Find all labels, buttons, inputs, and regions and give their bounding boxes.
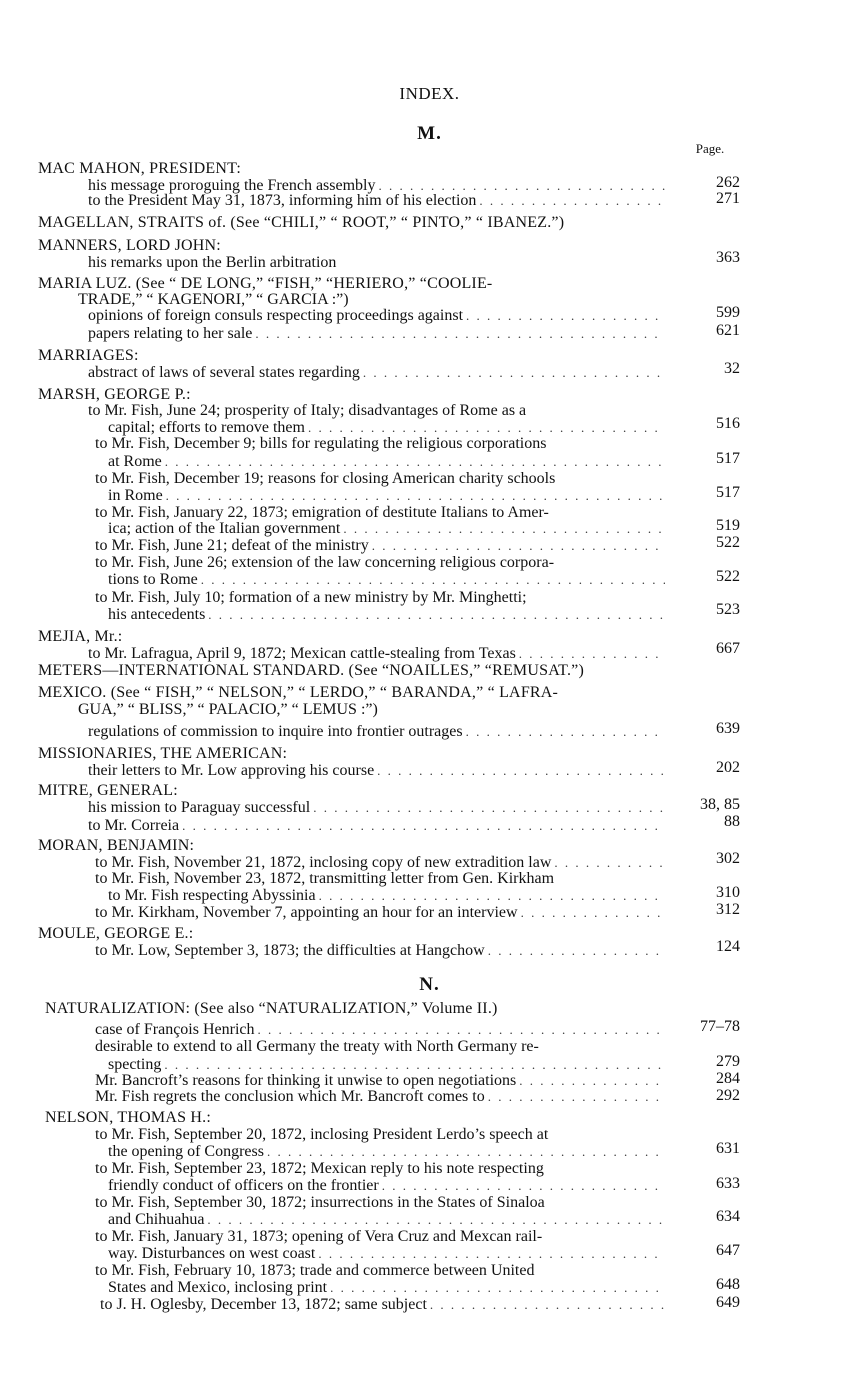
index-heading: MARSH, GEORGE P.: <box>38 386 191 403</box>
index-heading: METERS—INTERNATIONAL STANDARD. (See “NOAILLES,” “REMUSAT.”) <box>38 662 585 679</box>
entry-text: regulations of commission to inquire into frontier outrages <box>88 723 463 740</box>
page-ref: 633 <box>716 1175 740 1192</box>
page-ref: 262 <box>716 174 740 191</box>
index-heading: MARRIAGES: <box>38 347 139 364</box>
dot-leader <box>313 799 665 816</box>
page-ref: 517 <box>716 450 740 467</box>
index-heading: NELSON, THOMAS H.: <box>45 1109 211 1126</box>
dot-leader <box>343 520 665 537</box>
entry-text: to Mr. Lafragua, April 9, 1872; Mexican cattle-stealing from Texas <box>88 645 516 662</box>
dot-leader <box>182 817 665 834</box>
dot-leader <box>372 537 665 554</box>
index-heading: MEXICO. (See “ FISH,” “ NELSON,” “ LERDO,” “ BARANDA,” “ LAFRA- <box>38 684 559 701</box>
dot-leader <box>165 453 665 470</box>
dot-leader <box>382 1177 665 1194</box>
entry-text: to Mr. Fish, June 21; defeat of the ministry <box>95 537 369 554</box>
index-subentry: to Mr. Fish, September 30, 1872; insurrections in the States of Sinaloa <box>95 1194 545 1211</box>
index-subentry-cont <box>108 1245 668 1262</box>
entry-text: capital; efforts to remove them <box>108 419 305 436</box>
page-ref: 517 <box>716 484 740 501</box>
index-heading: MANNERS, LORD JOHN: <box>38 237 221 254</box>
dot-leader <box>255 325 665 342</box>
index-heading: NATURALIZATION: (See also “NATURALIZATION,” Volume II.) <box>45 1000 498 1017</box>
page-ref: 77–78 <box>700 1018 740 1035</box>
page-ref: 32 <box>724 360 740 377</box>
page-ref: 271 <box>716 190 740 207</box>
page-ref: 292 <box>716 1087 740 1104</box>
entry-text: to the President May 31, 1873, informing him of his election <box>88 192 477 209</box>
page-ref: 38, 85 <box>700 796 740 813</box>
section-heading-m: M. <box>417 123 442 144</box>
dot-leader <box>267 1143 665 1160</box>
page-ref: 516 <box>716 415 740 432</box>
dot-leader <box>488 1088 665 1105</box>
entry-text: to Mr. Low, September 3, 1873; the difficulties at Hangchow <box>95 942 485 959</box>
dot-leader <box>164 1056 665 1073</box>
index-subentry: to Mr. Fish, June 24; prosperity of Italy; disadvantages of Rome as a <box>88 402 527 419</box>
index-subentry <box>88 817 668 834</box>
index-subentry-cont <box>108 1279 668 1296</box>
page-ref: 124 <box>716 938 740 955</box>
index-subentry: to Mr. Fish, February 10, 1873; trade and commerce between United <box>95 1262 535 1279</box>
page-ref: 202 <box>716 759 740 776</box>
index-subentry-cont <box>108 887 668 904</box>
page-ref: 88 <box>724 813 740 830</box>
index-subentry-cont <box>108 520 668 537</box>
entry-text: to Mr. Fish, November 21, 1872, inclosing copy of new extradition law <box>95 854 552 871</box>
index-heading: MOULE, GEORGE E.: <box>38 925 194 942</box>
index-subentry <box>95 1088 668 1105</box>
index-subentry-cont <box>108 419 668 436</box>
page-ref: 649 <box>716 1294 740 1311</box>
entry-text: his message proroguing the French assembly <box>88 177 376 194</box>
dot-leader <box>319 887 665 904</box>
dot-leader <box>519 645 665 662</box>
index-subentry <box>88 723 668 740</box>
page-ref: 639 <box>716 720 740 737</box>
page-ref: 522 <box>716 534 740 551</box>
dot-leader <box>430 1296 665 1313</box>
page-ref: 648 <box>716 1276 740 1293</box>
dot-leader <box>201 571 665 588</box>
dot-leader <box>308 419 665 436</box>
index-subentry: to Mr. Fish, November 23, 1872, transmitting letter from Gen. Kirkham <box>95 870 555 887</box>
entry-text: their letters to Mr. Low approving his course <box>88 762 375 779</box>
index-subentry: to Mr. Fish, September 23, 1872; Mexican reply to his note respecting <box>95 1160 544 1177</box>
page-ref: 621 <box>716 322 740 339</box>
entry-text: to Mr. Fish respecting Abyssinia <box>108 887 316 904</box>
index-subentry <box>88 762 668 779</box>
entry-text: at Rome <box>108 453 162 470</box>
index-heading: MEJIA, Mr.: <box>38 628 123 645</box>
section-heading-n: N. <box>419 974 440 995</box>
entry-text: to J. H. Oglesby, December 13, 1872; same subject <box>100 1296 427 1313</box>
index-subentry <box>88 364 668 381</box>
index-subentry: to Mr. Fish, June 26; extension of the law concerning religious corpora- <box>95 554 555 571</box>
entry-text: his remarks upon the Berlin arbitration <box>88 254 337 271</box>
index-heading: MITRE, GENERAL: <box>38 782 178 799</box>
entry-text: Mr. Fish regrets the conclusion which Mr. Bancroft comes to <box>95 1088 485 1105</box>
entry-text: ica; action of the Italian government <box>108 520 341 537</box>
entry-text: opinions of foreign consuls respecting proceedings against <box>88 307 464 324</box>
entry-text: States and Mexico, inclosing print <box>108 1279 328 1296</box>
page-ref: 631 <box>716 1140 740 1157</box>
page-ref: 634 <box>716 1208 740 1225</box>
page-title: INDEX. <box>399 84 460 103</box>
index-subentry: to Mr. Fish, July 10; formation of a new ministry by Mr. Minghetti; <box>95 589 527 606</box>
dot-leader <box>479 192 665 209</box>
dot-leader <box>521 904 665 921</box>
entry-text: papers relating to her sale <box>88 325 253 342</box>
dot-leader <box>363 364 665 381</box>
index-subentry-cont <box>108 571 668 588</box>
index-subentry: desirable to extend to all Germany the treaty with North Germany re- <box>95 1038 539 1055</box>
page-ref: 310 <box>716 884 740 901</box>
dot-leader <box>166 487 665 504</box>
index-subentry <box>95 942 668 959</box>
index-subentry <box>95 1021 668 1038</box>
page-ref: 302 <box>716 850 740 867</box>
dot-leader <box>466 723 665 740</box>
page-column-header: Page. <box>695 141 725 156</box>
entry-text: to Mr. Correia <box>88 817 180 834</box>
page-ref: 523 <box>716 601 740 618</box>
entry-text: specting <box>108 1056 162 1073</box>
entry-text: friendly conduct of officers on the frontier <box>108 1177 379 1194</box>
dot-leader <box>554 854 665 871</box>
page-ref: 667 <box>716 640 740 657</box>
index-subentry: to Mr. Fish, January 22, 1873; emigration of destitute Italians to Amer- <box>95 504 549 521</box>
index-subentry-cont <box>108 606 668 623</box>
index-heading-cont: TRADE,” “ KAGENORI,” “ GARCIA :”) <box>78 291 349 308</box>
page-ref: 284 <box>716 1070 740 1087</box>
index-subentry <box>100 1296 668 1313</box>
index-subentry-cont <box>108 487 668 504</box>
index-subentry <box>88 645 668 662</box>
index-subentry <box>88 325 668 342</box>
index-subentry <box>95 1072 668 1089</box>
dot-leader <box>330 1279 665 1296</box>
index-subentry-cont <box>108 1177 668 1194</box>
entry-text: his antecedents <box>108 606 206 623</box>
dot-leader <box>519 1072 665 1089</box>
page-ref: 363 <box>716 249 740 266</box>
page-ref: 647 <box>716 1242 740 1259</box>
page-ref: 519 <box>716 517 740 534</box>
entry-text: Mr. Bancroft’s reasons for thinking it unwise to open negotiations <box>95 1072 517 1089</box>
entry-text: in Rome <box>108 487 163 504</box>
dot-leader <box>208 606 665 623</box>
page-ref: 279 <box>716 1053 740 1070</box>
index-subentry: to Mr. Fish, September 20, 1872, inclosing President Lerdo’s speech at <box>95 1126 549 1143</box>
entry-text: to Mr. Kirkham, November 7, appointing an hour for an interview <box>95 904 518 921</box>
entry-text: the opening of Congress <box>108 1143 264 1160</box>
page-ref: 599 <box>716 304 740 321</box>
dot-leader <box>466 307 665 324</box>
index-subentry: to Mr. Fish, December 9; bills for regulating the religious corporations <box>95 435 547 452</box>
index-subentry <box>88 799 668 816</box>
index-subentry: to Mr. Fish, December 19; reasons for closing American charity schools <box>95 470 556 487</box>
index-subentry <box>95 904 668 921</box>
entry-text: and Chihuahua <box>108 1211 205 1228</box>
entry-text: way. Disturbances on west coast <box>108 1245 316 1262</box>
dot-leader <box>207 1211 665 1228</box>
index-subentry: to Mr. Fish, January 31, 1873; opening of Vera Cruz and Mexcan rail- <box>95 1228 543 1245</box>
index-heading: MAGELLAN, STRAITS of. (See “CHILI,” “ ROOT,” “ PINTO,” “ IBANEZ.”) <box>38 214 565 231</box>
entry-text: case of François Henrich <box>95 1021 255 1038</box>
index-subentry-cont <box>108 453 668 470</box>
index-heading-cont: GUA,” “ BLISS,” “ PALACIO,” “ LEMUS :”) <box>78 701 378 718</box>
page-ref: 522 <box>716 568 740 585</box>
index-subentry <box>88 192 668 209</box>
index-subentry <box>88 307 668 324</box>
index-heading: MARIA LUZ. (See “ DE LONG,” “FISH,” “HERIERO,” “COOLIE- <box>38 275 493 292</box>
index-heading: MORAN, BENJAMIN: <box>38 837 195 854</box>
index-subentry-cont <box>108 1143 668 1160</box>
index-heading: MAC MAHON, PRESIDENT: <box>38 160 241 177</box>
index-subentry <box>95 537 668 554</box>
dot-leader <box>318 1245 665 1262</box>
dot-leader <box>377 762 665 779</box>
index-heading: MISSIONARIES, THE AMERICAN: <box>38 745 288 762</box>
entry-text: abstract of laws of several states regarding <box>88 364 360 381</box>
index-subentry <box>95 854 668 871</box>
index-subentry <box>88 254 668 271</box>
page-ref: 312 <box>716 901 740 918</box>
dot-leader <box>258 1021 666 1038</box>
index-subentry-cont <box>108 1211 668 1228</box>
entry-text: his mission to Paraguay successful <box>88 799 311 816</box>
index-subentry-cont <box>108 1056 668 1073</box>
dot-leader <box>488 942 665 959</box>
entry-text: tions to Rome <box>108 571 198 588</box>
